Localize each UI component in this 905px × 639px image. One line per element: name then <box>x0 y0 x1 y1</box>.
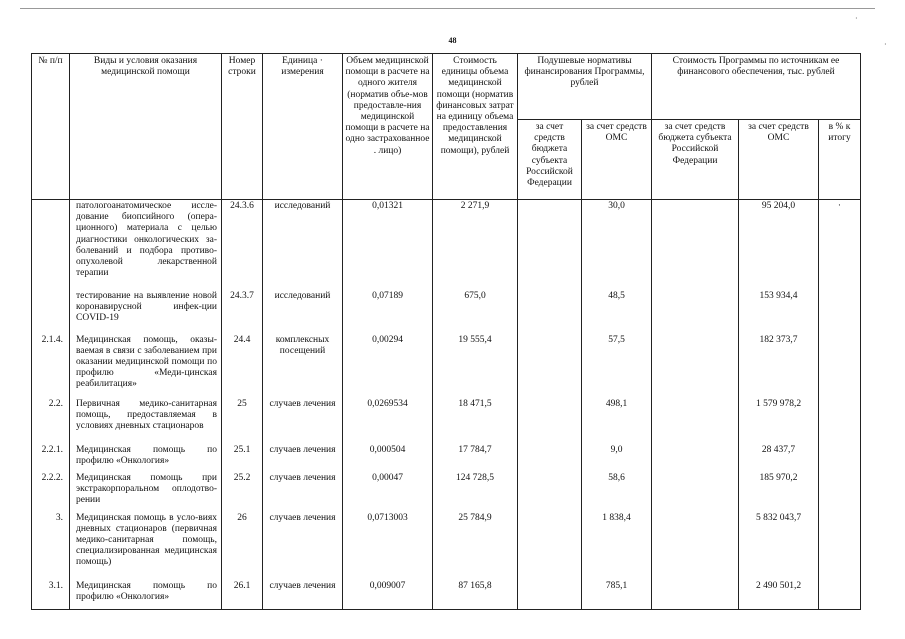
row-per-capita-budget-cell <box>518 334 582 398</box>
row-cost-cell: 25 784,9 <box>433 512 518 580</box>
row-unit-cell: случаев лечения <box>263 398 343 444</box>
row-line-cell: 26 <box>222 512 263 580</box>
row-line-cell: 26.1 <box>222 580 263 610</box>
header-program-percent: в % к итогу <box>819 120 861 200</box>
row-per-capita-oms-cell: 58,6 <box>582 472 652 512</box>
row-program-oms-cell: 28 437,7 <box>739 444 819 472</box>
row-unit-cell: исследований <box>263 200 343 290</box>
row-percent-cell <box>819 398 861 444</box>
table-row <box>32 334 861 398</box>
row-program-budget-cell <box>652 200 739 290</box>
row-line-cell: 25 <box>222 398 263 444</box>
row-percent-cell <box>819 290 861 334</box>
row-percent-cell: · <box>819 200 861 290</box>
row-percent-cell <box>819 512 861 580</box>
row-per-capita-oms-cell: 57,5 <box>582 334 652 398</box>
row-unit-cell: случаев лечения <box>263 512 343 580</box>
table-row <box>32 512 861 580</box>
row-program-oms-cell: 1 579 978,2 <box>739 398 819 444</box>
program-cost-table <box>31 53 861 610</box>
header-types: Виды и условия оказания медицинской помощи <box>70 54 222 200</box>
row-program-budget-cell <box>652 444 739 472</box>
header-num: № п/п <box>32 54 70 200</box>
row-percent-cell <box>819 580 861 610</box>
row-program-oms-cell: 5 832 043,7 <box>739 512 819 580</box>
row-percent-cell <box>819 334 861 398</box>
header-per-capita-oms: за счет средств ОМС <box>582 120 652 200</box>
table-row <box>32 290 861 334</box>
header-per-capita-budget: за счет средств бюджета субъекта Российской Федерации <box>518 120 582 200</box>
row-line-cell: 25.1 <box>222 444 263 472</box>
scan-mark: · <box>855 14 858 23</box>
row-program-budget-cell <box>652 512 739 580</box>
row-per-capita-oms-cell: 1 838,4 <box>582 512 652 580</box>
header-cost: Стоимость единицы объема медицинской помощи (норматив финансовых затрат на единицу объема предоставления медицинской помощи), рублей <box>433 54 518 200</box>
row-unit-cell: исследований <box>263 290 343 334</box>
row-name-cell: патологоанатомическое иссле-дование биопсийного (опера-ционного) материала с целью диагностики онкологических за-болеваний и подбора противо-опухолевой лекарственной терапии <box>70 200 222 290</box>
row-name-cell: Медицинская помощь по профилю «Онкология» <box>70 444 222 472</box>
row-program-budget-cell <box>652 290 739 334</box>
row-program-oms-cell: 182 373,7 <box>739 334 819 398</box>
row-name-cell: Медицинская помощь в усло-виях дневных стационаров (первичная медико-санитарная помощь, специализированная медицинская помощь) <box>70 512 222 580</box>
header-volume: Объем медицинской помощи в расчете на одного жителя (норматив объе-мов предоставле-ния медицинской помощи в расчете на одно застрахованное . лицо) <box>343 54 433 200</box>
row-per-capita-oms-cell: 498,1 <box>582 398 652 444</box>
row-name-cell: Медицинская помощь при экстракорпоральном оплодотво-рении <box>70 472 222 512</box>
row-per-capita-oms-cell: 9,0 <box>582 444 652 472</box>
row-per-capita-oms-cell: 30,0 <box>582 200 652 290</box>
row-volume-cell: 0,0713003 <box>343 512 433 580</box>
row-number-cell <box>32 290 70 334</box>
row-volume-cell: 0,07189 <box>343 290 433 334</box>
row-cost-cell: 2 271,9 <box>433 200 518 290</box>
row-per-capita-budget-cell <box>518 444 582 472</box>
header-per-capita: Подушевые нормативы финансирования Программы, рублей <box>518 54 652 120</box>
table-row <box>32 398 861 444</box>
row-number-cell: 2.2.1. <box>32 444 70 472</box>
row-number-cell: 2.1.4. <box>32 334 70 398</box>
row-line-cell: 24.3.6 <box>222 200 263 290</box>
row-volume-cell: 0,000504 <box>343 444 433 472</box>
table-row <box>32 472 861 512</box>
row-number-cell <box>32 200 70 290</box>
table-row <box>32 580 861 610</box>
scan-mark: · <box>884 40 887 49</box>
table-row <box>32 200 861 290</box>
row-name-cell: тестирование на выявление новой коронавирусной инфек-ции COVID-19 <box>70 290 222 334</box>
scan-top-rule <box>20 8 875 9</box>
row-program-budget-cell <box>652 472 739 512</box>
row-number-cell: 2.2.2. <box>32 472 70 512</box>
row-cost-cell: 19 555,4 <box>433 334 518 398</box>
row-per-capita-budget-cell <box>518 200 582 290</box>
row-per-capita-budget-cell <box>518 290 582 334</box>
row-cost-cell: 17 784,7 <box>433 444 518 472</box>
row-program-oms-cell: 185 970,2 <box>739 472 819 512</box>
row-program-budget-cell <box>652 398 739 444</box>
row-cost-cell: 87 165,8 <box>433 580 518 610</box>
row-volume-cell: 0,0269534 <box>343 398 433 444</box>
row-percent-cell <box>819 472 861 512</box>
row-cost-cell: 124 728,5 <box>433 472 518 512</box>
header-program-budget: за счет средств бюджета субъекта Российской Федерации <box>652 120 739 200</box>
row-volume-cell: 0,00294 <box>343 334 433 398</box>
header-program-oms: за счет средств ОМС <box>739 120 819 200</box>
row-unit-cell: случаев лечения <box>263 580 343 610</box>
row-per-capita-budget-cell <box>518 580 582 610</box>
row-cost-cell: 18 471,5 <box>433 398 518 444</box>
row-name-cell: Медицинская помощь по профилю «Онкология» <box>70 580 222 610</box>
row-per-capita-budget-cell <box>518 398 582 444</box>
row-volume-cell: 0,009007 <box>343 580 433 610</box>
row-unit-cell: комплексных посещений <box>263 334 343 398</box>
row-line-cell: 25.2 <box>222 472 263 512</box>
header-program-cost: Стоимость Программы по источникам ее финансового обеспечения, тыс. рублей <box>652 54 861 120</box>
row-line-cell: 24.3.7 <box>222 290 263 334</box>
row-unit-cell: случаев лечения <box>263 444 343 472</box>
header-unit: Единица · измерения <box>263 54 343 200</box>
row-program-budget-cell <box>652 580 739 610</box>
row-unit-cell: случаев лечения <box>263 472 343 512</box>
row-volume-cell: 0,00047 <box>343 472 433 512</box>
header-row-number: Номер строки <box>222 54 263 200</box>
row-program-oms-cell: 2 490 501,2 <box>739 580 819 610</box>
table-row <box>32 444 861 472</box>
row-program-budget-cell <box>652 334 739 398</box>
row-volume-cell: 0,01321 <box>343 200 433 290</box>
row-number-cell: 2.2. <box>32 398 70 444</box>
row-name-cell: Медицинская помощь, оказы-ваемая в связи с заболеванием при оказании медицинской помощи по профилю «Меди-цинская реабилитация» <box>70 334 222 398</box>
row-program-oms-cell: 153 934,4 <box>739 290 819 334</box>
row-program-oms-cell: 95 204,0 <box>739 200 819 290</box>
row-line-cell: 24.4 <box>222 334 263 398</box>
row-cost-cell: 675,0 <box>433 290 518 334</box>
page-number: 48 <box>448 36 457 45</box>
row-number-cell: 3.1. <box>32 580 70 610</box>
row-per-capita-budget-cell <box>518 512 582 580</box>
row-per-capita-oms-cell: 785,1 <box>582 580 652 610</box>
row-percent-cell <box>819 444 861 472</box>
row-per-capita-budget-cell <box>518 472 582 512</box>
row-per-capita-oms-cell: 48,5 <box>582 290 652 334</box>
row-name-cell: Первичная медико-санитарная помощь, предоставляемая в условиях дневных стационаров <box>70 398 222 444</box>
row-number-cell: 3. <box>32 512 70 580</box>
